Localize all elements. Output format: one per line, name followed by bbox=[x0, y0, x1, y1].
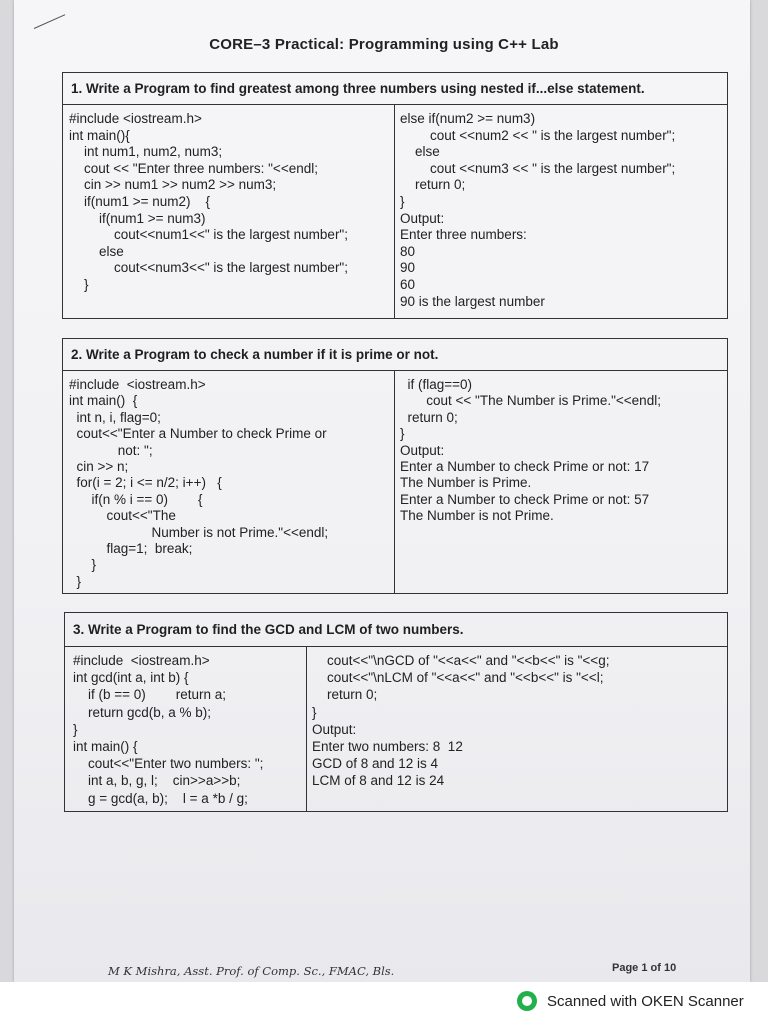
code-line: Output: bbox=[400, 442, 445, 458]
code-line: if(num1 >= num3) bbox=[69, 210, 206, 226]
code-line: 60 bbox=[400, 277, 416, 292]
section-3-heading: 3. Write a Program to find the GCD and LCM of two numbers. bbox=[65, 613, 727, 647]
section-3-box bbox=[64, 612, 728, 812]
code-line: The Number is Prime. bbox=[400, 475, 532, 491]
code-line: } bbox=[312, 704, 317, 720]
code-line: g = gcd(a, b); l = a *b / g; bbox=[73, 790, 248, 806]
code-line: LCM of 8 and 12 is 24 bbox=[312, 773, 445, 789]
code-line: int num1, num2, num3; bbox=[69, 144, 223, 160]
code-line: else bbox=[69, 243, 124, 259]
code-line: return 0; bbox=[312, 687, 378, 703]
code-line: cout<<"Enter two numbers: "; bbox=[73, 756, 264, 772]
code-line: cout<<"Enter a Number to check Prime or bbox=[69, 426, 327, 442]
section-2-heading: 2. Write a Program to check a number if it is prime or not. bbox=[63, 339, 727, 371]
code-line: Output: bbox=[312, 721, 357, 737]
code-line: cin >> n; bbox=[69, 459, 129, 474]
code-line: not: "; bbox=[69, 442, 153, 458]
code-line: 90 is the largest number bbox=[400, 293, 545, 309]
code-line: cout <<num3 << " is the largest number"; bbox=[400, 160, 676, 176]
code-line: flag=1; break; bbox=[69, 541, 193, 556]
code-line: int main() { bbox=[69, 393, 138, 409]
code-line: if(num1 >= num2) { bbox=[69, 194, 211, 209]
code-line: } bbox=[400, 194, 405, 209]
code-line: cin >> num1 >> num2 >> num3; bbox=[69, 177, 277, 193]
code-line: int main(){ bbox=[69, 127, 130, 143]
code-line: cout<<"\nGCD of "<<a<<" and "<<b<<" is "<<g; bbox=[312, 653, 610, 668]
code-line: The Number is not Prime. bbox=[400, 508, 554, 524]
footer-author: M K Mishra, Asst. Prof. of Comp. Sc., FMAC, Bls. bbox=[108, 964, 395, 978]
code-line: Enter two numbers: 8 12 bbox=[312, 739, 463, 754]
code-line: else if(num2 >= num3) bbox=[400, 111, 536, 126]
code-line: cout <<num2 << " is the largest number"; bbox=[400, 127, 676, 143]
section-3-code-left bbox=[65, 647, 307, 811]
code-line: Enter three numbers: bbox=[400, 227, 527, 243]
code-line: cout << "Enter three numbers: "<<endl; bbox=[69, 160, 318, 176]
code-line: cout<<num1<<" is the largest number"; bbox=[69, 227, 348, 243]
code-line: Output: bbox=[400, 210, 445, 226]
oken-scanner-logo-icon bbox=[517, 991, 537, 1011]
code-line: else bbox=[400, 144, 440, 160]
code-line: } bbox=[69, 277, 89, 292]
code-line: int a, b, g, l; cin>>a>>b; bbox=[73, 773, 241, 789]
code-line: GCD of 8 and 12 is 4 bbox=[312, 756, 439, 772]
code-line: 80 bbox=[400, 243, 416, 259]
code-line: cout<<"The bbox=[69, 508, 176, 524]
code-line: if (flag==0) bbox=[400, 377, 473, 392]
code-line: Enter a Number to check Prime or not: 57 bbox=[400, 491, 650, 507]
section-2-box bbox=[62, 338, 728, 594]
code-line: return gcd(b, a % b); bbox=[73, 704, 212, 720]
section-1-code-left bbox=[63, 105, 395, 318]
code-line: if(n % i == 0) { bbox=[69, 491, 203, 507]
code-line: #include <iostream.h> bbox=[69, 377, 206, 392]
code-line: if (b == 0) return a; bbox=[73, 687, 227, 703]
section-3-code-right bbox=[306, 647, 727, 811]
code-line: int gcd(int a, int b) { bbox=[73, 670, 189, 686]
section-1-code-right bbox=[394, 105, 727, 318]
code-line: return 0; bbox=[400, 177, 466, 193]
section-1-heading: 1. Write a Program to find greatest among three numbers using nested if...else statement. bbox=[63, 73, 727, 105]
code-line: #include <iostream.h> bbox=[69, 111, 202, 126]
code-line: return 0; bbox=[400, 409, 458, 425]
code-line: 90 bbox=[400, 260, 416, 276]
code-line: int n, i, flag=0; bbox=[69, 409, 161, 425]
section-2-code-left bbox=[63, 371, 395, 593]
scanner-text: Scanned with OKEN Scanner bbox=[547, 992, 744, 1010]
code-line: #include <iostream.h> bbox=[73, 653, 210, 668]
code-line: } bbox=[400, 426, 405, 442]
code-line: Enter a Number to check Prime or not: 17 bbox=[400, 459, 650, 474]
section-2-code-right bbox=[394, 371, 727, 593]
code-line: cout << "The Number is Prime."<<endl; bbox=[400, 393, 661, 409]
code-line: } bbox=[69, 557, 97, 573]
code-line: } bbox=[73, 721, 78, 737]
code-line: int main() { bbox=[73, 739, 138, 754]
code-line: cout<<"\nLCM of "<<a<<" and "<<b<<" is "<<l; bbox=[312, 670, 604, 686]
section-1-box bbox=[62, 72, 728, 319]
scanner-watermark bbox=[517, 990, 744, 1012]
code-line: for(i = 2; i <= n/2; i++) { bbox=[69, 475, 222, 491]
document-title: CORE–3 Practical: Programming using C++ Lab bbox=[209, 36, 559, 53]
code-line: cout<<num3<<" is the largest number"; bbox=[69, 260, 348, 276]
page-number: Page 1 of 10 bbox=[612, 962, 677, 974]
code-line: } bbox=[69, 573, 82, 589]
code-line: Number is not Prime."<<endl; bbox=[69, 524, 329, 540]
